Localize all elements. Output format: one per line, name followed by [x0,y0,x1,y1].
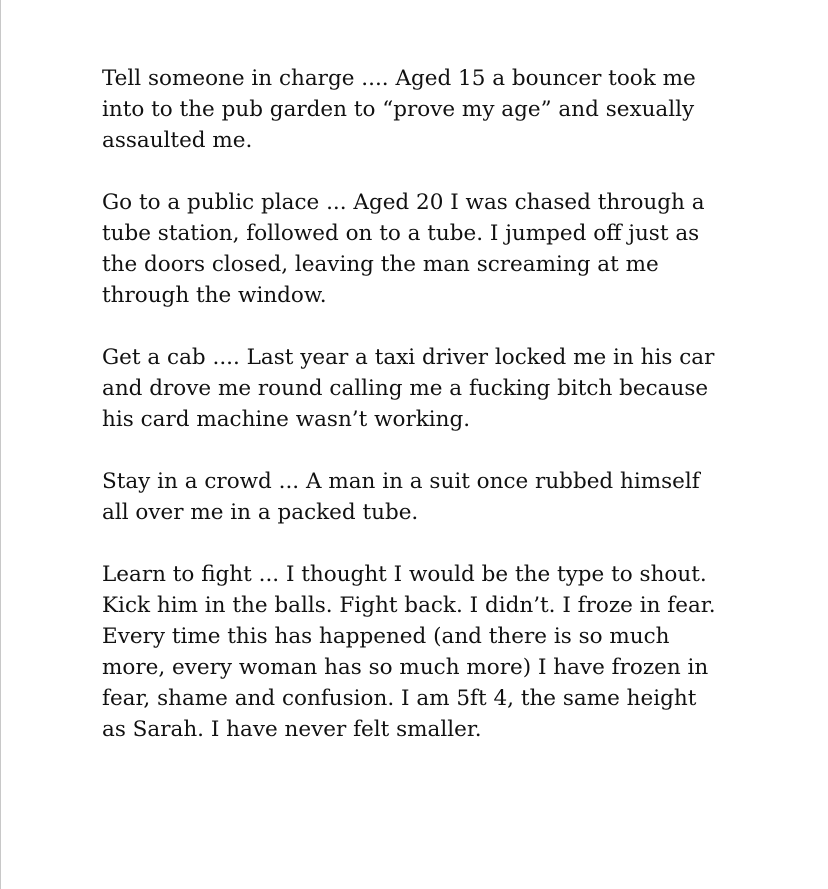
text-line: Learn to fight ... I thought I would be the type to shout. [102,562,707,587]
text-line: his card machine wasn’t working. [102,407,471,432]
text-line: all over me in a packed tube. [102,500,419,525]
text-line: Stay in a crowd ... A man in a suit once rubbed himself [102,469,700,494]
text-line: Get a cab .... Last year a taxi driver locked me in his car [102,345,715,370]
text-line: the doors closed, leaving the man screaming at me [102,252,659,277]
text-line: Go to a public place ... Aged 20 I was chased through a [102,190,705,215]
text-line: as Sarah. I have never felt smaller. [102,717,482,742]
text-line: Every time this has happened (and there is so much [102,624,670,649]
text-line: assaulted me. [102,128,253,153]
text-line: Kick him in the balls. Fight back. I didn’t. I froze in fear. [102,593,716,618]
text-line: more, every woman has so much more) I have frozen in [102,655,709,680]
text-line: tube station, followed on to a tube. I jumped off just as [102,221,700,246]
paragraph-tell-someone [102,63,742,156]
paragraph-get-a-cab [102,342,742,435]
document-body [102,63,742,776]
text-line: and drove me round calling me a fucking bitch because [102,376,709,401]
paragraph-public-place [102,187,742,311]
paragraph-stay-in-crowd [102,466,742,528]
paragraph-learn-to-fight [102,559,742,745]
text-line: fear, shame and confusion. I am 5ft 4, the same height [102,686,697,711]
text-line: into to the pub garden to “prove my age” and sexually [102,97,695,122]
text-line: through the window. [102,283,327,308]
text-line: Tell someone in charge .... Aged 15 a bouncer took me [102,66,696,91]
